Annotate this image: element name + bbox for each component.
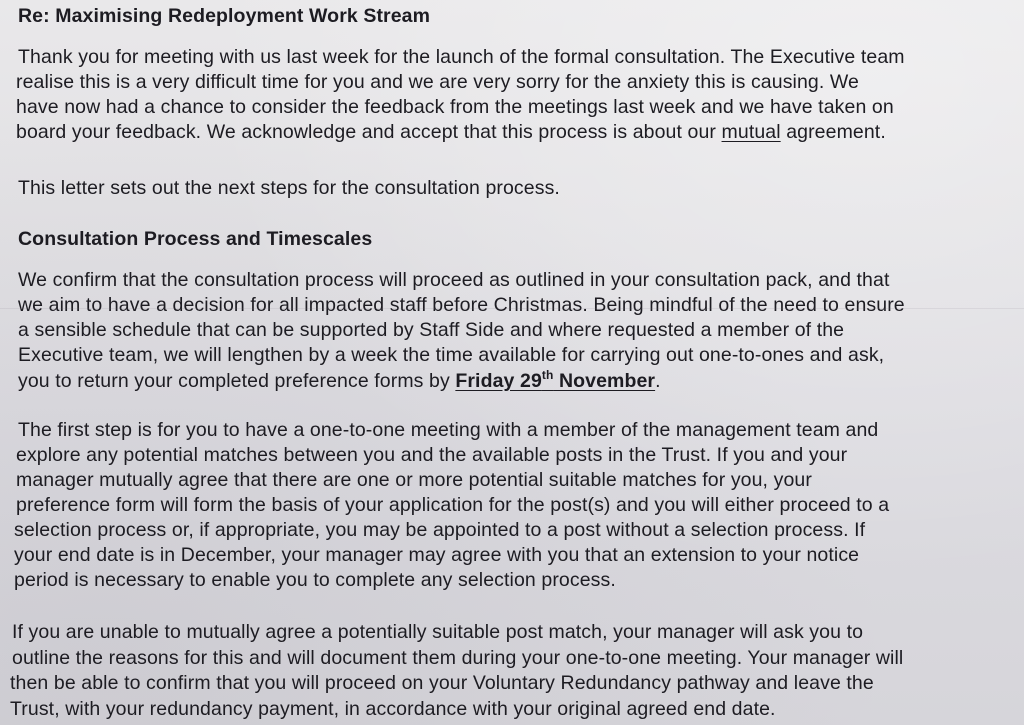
text-segment: board your feedback. We acknowledge and accept that this process is about our <box>16 121 722 143</box>
paragraph-line: If you are unable to mutually agree a potentially suitable post match, your manager will ask you to <box>12 621 864 643</box>
paragraph-line: Trust, with your redundancy payment, in accordance with your original agreed end date. <box>10 698 776 720</box>
paragraph-line: manager mutually agree that there are one or more potential suitable matches for you, your <box>16 469 812 491</box>
deadline-day: Friday 29 <box>455 370 542 392</box>
paragraph-line: Executive team, we will lengthen by a week the time available for carrying out one-to-ones and ask, <box>18 344 885 366</box>
letter-subject: Re: Maximising Redeployment Work Stream <box>18 5 431 27</box>
paragraph-line: The first step is for you to have a one-to-one meeting with a member of the management team and <box>18 419 879 441</box>
paragraph-line: Thank you for meeting with us last week for the launch of the formal consultation. The Executive team <box>18 46 905 68</box>
paragraph-line: we aim to have a decision for all impacted staff before Christmas. Being mindful of the need to ensure <box>18 294 905 316</box>
paper-crease <box>0 308 1024 309</box>
deadline-day-suffix: th <box>541 368 554 382</box>
text-segment: you to return your completed preference forms by <box>18 370 456 392</box>
paragraph-line: a sensible schedule that can be supported by Staff Side and where requested a member of the <box>18 319 845 341</box>
paragraph-line: preference form will form the basis of your application for the post(s) and you will either proceed to a <box>16 494 890 516</box>
text-segment: . <box>655 370 661 392</box>
section-heading: Consultation Process and Timescales <box>18 228 373 250</box>
paragraph-line: your end date is in December, your manager may agree with you that an extension to your notice <box>14 544 860 566</box>
paragraph-line <box>18 369 661 393</box>
deadline-month: November <box>553 370 656 392</box>
paragraph-line <box>16 120 886 144</box>
paragraph-line: This letter sets out the next steps for the consultation process. <box>18 177 560 199</box>
deadline-date <box>455 370 655 392</box>
paragraph-line: realise this is a very difficult time for you and we are very sorry for the anxiety this is causing. We <box>16 71 860 93</box>
paragraph-line: have now had a chance to consider the feedback from the meetings last week and we have taken on <box>16 96 894 118</box>
paragraph-line: outline the reasons for this and will document them during your one-to-one meeting. Your manager will <box>12 647 904 669</box>
paragraph-line: explore any potential matches between you and the available posts in the Trust. If you and your <box>16 444 848 466</box>
paragraph-line: period is necessary to enable you to complete any selection process. <box>14 569 616 591</box>
underlined-word: mutual <box>721 121 781 143</box>
paragraph-line: then be able to confirm that you will proceed on your Voluntary Redundancy pathway and leave the <box>10 672 874 694</box>
paragraph-line: We confirm that the consultation process will proceed as outlined in your consultation pack, and that <box>18 269 890 291</box>
text-segment: agreement. <box>780 121 886 143</box>
paragraph-line: selection process or, if appropriate, you may be appointed to a post without a selection process. If <box>14 519 866 541</box>
